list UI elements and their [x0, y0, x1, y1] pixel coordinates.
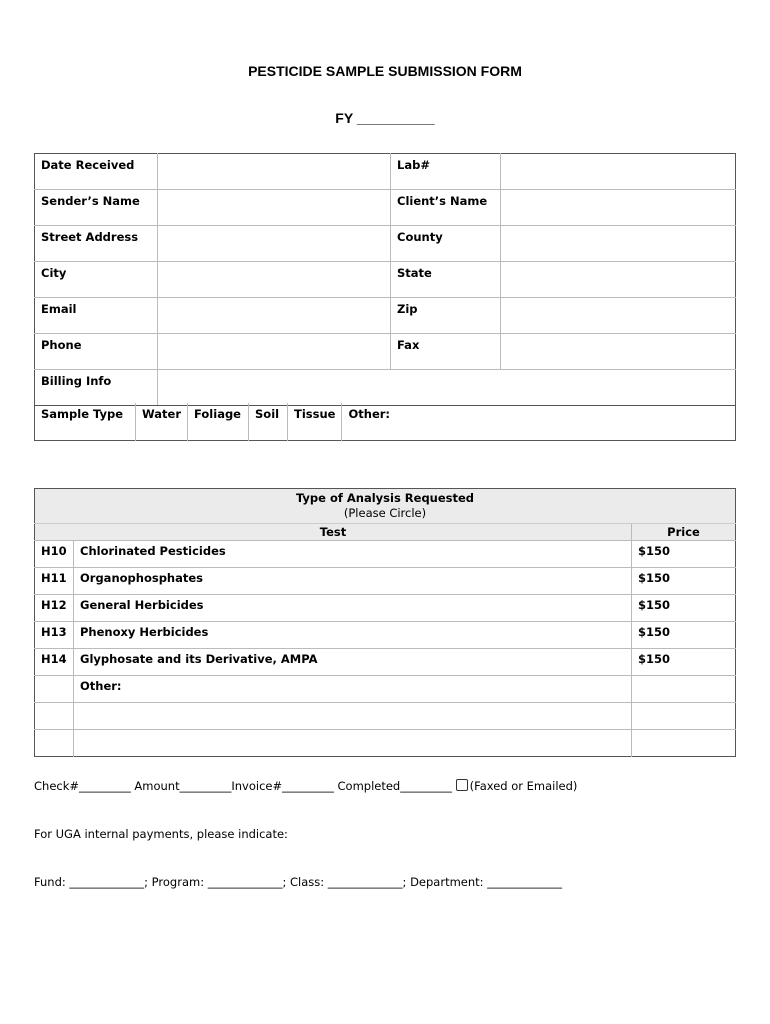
analysis-title: Type of Analysis Requested: [295, 491, 475, 505]
info-label: County: [391, 226, 501, 262]
test-column-header: Test: [35, 524, 632, 541]
blank-code-cell[interactable]: [35, 703, 74, 730]
test-code: H13: [35, 622, 74, 649]
sample-option-foliage[interactable]: Foliage: [188, 403, 249, 441]
info-label: Client’s Name: [391, 190, 501, 226]
test-code: H11: [35, 568, 74, 595]
form-title: PESTICIDE SAMPLE SUBMISSION FORM: [248, 63, 522, 79]
faxed-checkbox-icon[interactable]: [456, 779, 468, 791]
test-code: H12: [35, 595, 74, 622]
test-name: Organophosphates: [74, 568, 632, 595]
info-row: [35, 190, 736, 226]
sample-type-label: Sample Type: [35, 403, 136, 441]
info-label: Billing Info: [35, 370, 158, 406]
test-name: Glyphosate and its Derivative, AMPA: [74, 649, 632, 676]
test-price: $150: [632, 622, 736, 649]
client-name-field[interactable]: [501, 190, 736, 226]
info-row: [35, 370, 736, 406]
sender-info-table: [34, 153, 736, 406]
test-price: $150: [632, 649, 736, 676]
sample-option-tissue[interactable]: Tissue: [288, 403, 342, 441]
analysis-row[interactable]: [35, 541, 736, 568]
price-column-header: Price: [632, 524, 736, 541]
info-label: Phone: [35, 334, 158, 370]
street-address-field[interactable]: [158, 226, 391, 262]
city-field[interactable]: [158, 262, 391, 298]
analysis-row[interactable]: [35, 649, 736, 676]
blank-code-cell[interactable]: [35, 730, 74, 757]
blank-price-cell[interactable]: [632, 703, 736, 730]
zip-field[interactable]: [501, 298, 736, 334]
billing-info-field[interactable]: [158, 370, 736, 406]
info-label: Sender’s Name: [35, 190, 158, 226]
test-price: $150: [632, 568, 736, 595]
sample-option-soil[interactable]: Soil: [249, 403, 288, 441]
analysis-table: [34, 488, 736, 757]
info-label: Date Received: [35, 154, 158, 190]
blank-price-cell[interactable]: [632, 730, 736, 757]
analysis-subtitle: (Please Circle): [343, 506, 427, 520]
faxed-label: (Faxed or Emailed): [469, 779, 578, 793]
state-field[interactable]: [501, 262, 736, 298]
sample-type-table: [34, 403, 736, 441]
test-price: $150: [632, 541, 736, 568]
analysis-row[interactable]: [35, 622, 736, 649]
email-field[interactable]: [158, 298, 391, 334]
sender-name-field[interactable]: [158, 190, 391, 226]
fund-line[interactable]: Fund: _____________; Program: _____________; Class: _____________; Department: _____________: [34, 875, 562, 889]
sample-option-water[interactable]: Water: [136, 403, 188, 441]
analysis-row[interactable]: [35, 568, 736, 595]
date-received-field[interactable]: [158, 154, 391, 190]
analysis-row[interactable]: [35, 595, 736, 622]
blank-price-cell[interactable]: [632, 676, 736, 703]
info-row: [35, 298, 736, 334]
county-field[interactable]: [501, 226, 736, 262]
test-price: $150: [632, 595, 736, 622]
lab-number-field[interactable]: [501, 154, 736, 190]
blank-test-cell[interactable]: [74, 703, 632, 730]
analysis-row-blank[interactable]: [35, 730, 736, 757]
analysis-row-other[interactable]: [35, 676, 736, 703]
fiscal-year-field: FY __________: [335, 110, 435, 126]
payment-fields-text[interactable]: Check#_________ Amount_________Invoice#_________ Completed_________: [34, 779, 456, 793]
blank-test-cell[interactable]: [74, 730, 632, 757]
info-row: [35, 226, 736, 262]
info-label: Street Address: [35, 226, 158, 262]
uga-payment-note: For UGA internal payments, please indicate:: [34, 827, 288, 841]
test-name: Phenoxy Herbicides: [74, 622, 632, 649]
sample-option-other[interactable]: Other:: [348, 407, 391, 421]
info-label: Email: [35, 298, 158, 334]
info-label: Zip: [391, 298, 501, 334]
info-label: Lab#: [391, 154, 501, 190]
other-test-field[interactable]: Other:: [74, 676, 632, 703]
payment-line: [34, 779, 577, 793]
fax-field[interactable]: [501, 334, 736, 370]
info-row: [35, 154, 736, 190]
blank-code-cell[interactable]: [35, 676, 74, 703]
test-code: H10: [35, 541, 74, 568]
test-name: Chlorinated Pesticides: [74, 541, 632, 568]
test-name: General Herbicides: [74, 595, 632, 622]
info-label: City: [35, 262, 158, 298]
info-label: Fax: [391, 334, 501, 370]
info-row: [35, 334, 736, 370]
info-label: State: [391, 262, 501, 298]
test-code: H14: [35, 649, 74, 676]
analysis-row-blank[interactable]: [35, 703, 736, 730]
info-row: [35, 262, 736, 298]
phone-field[interactable]: [158, 334, 391, 370]
